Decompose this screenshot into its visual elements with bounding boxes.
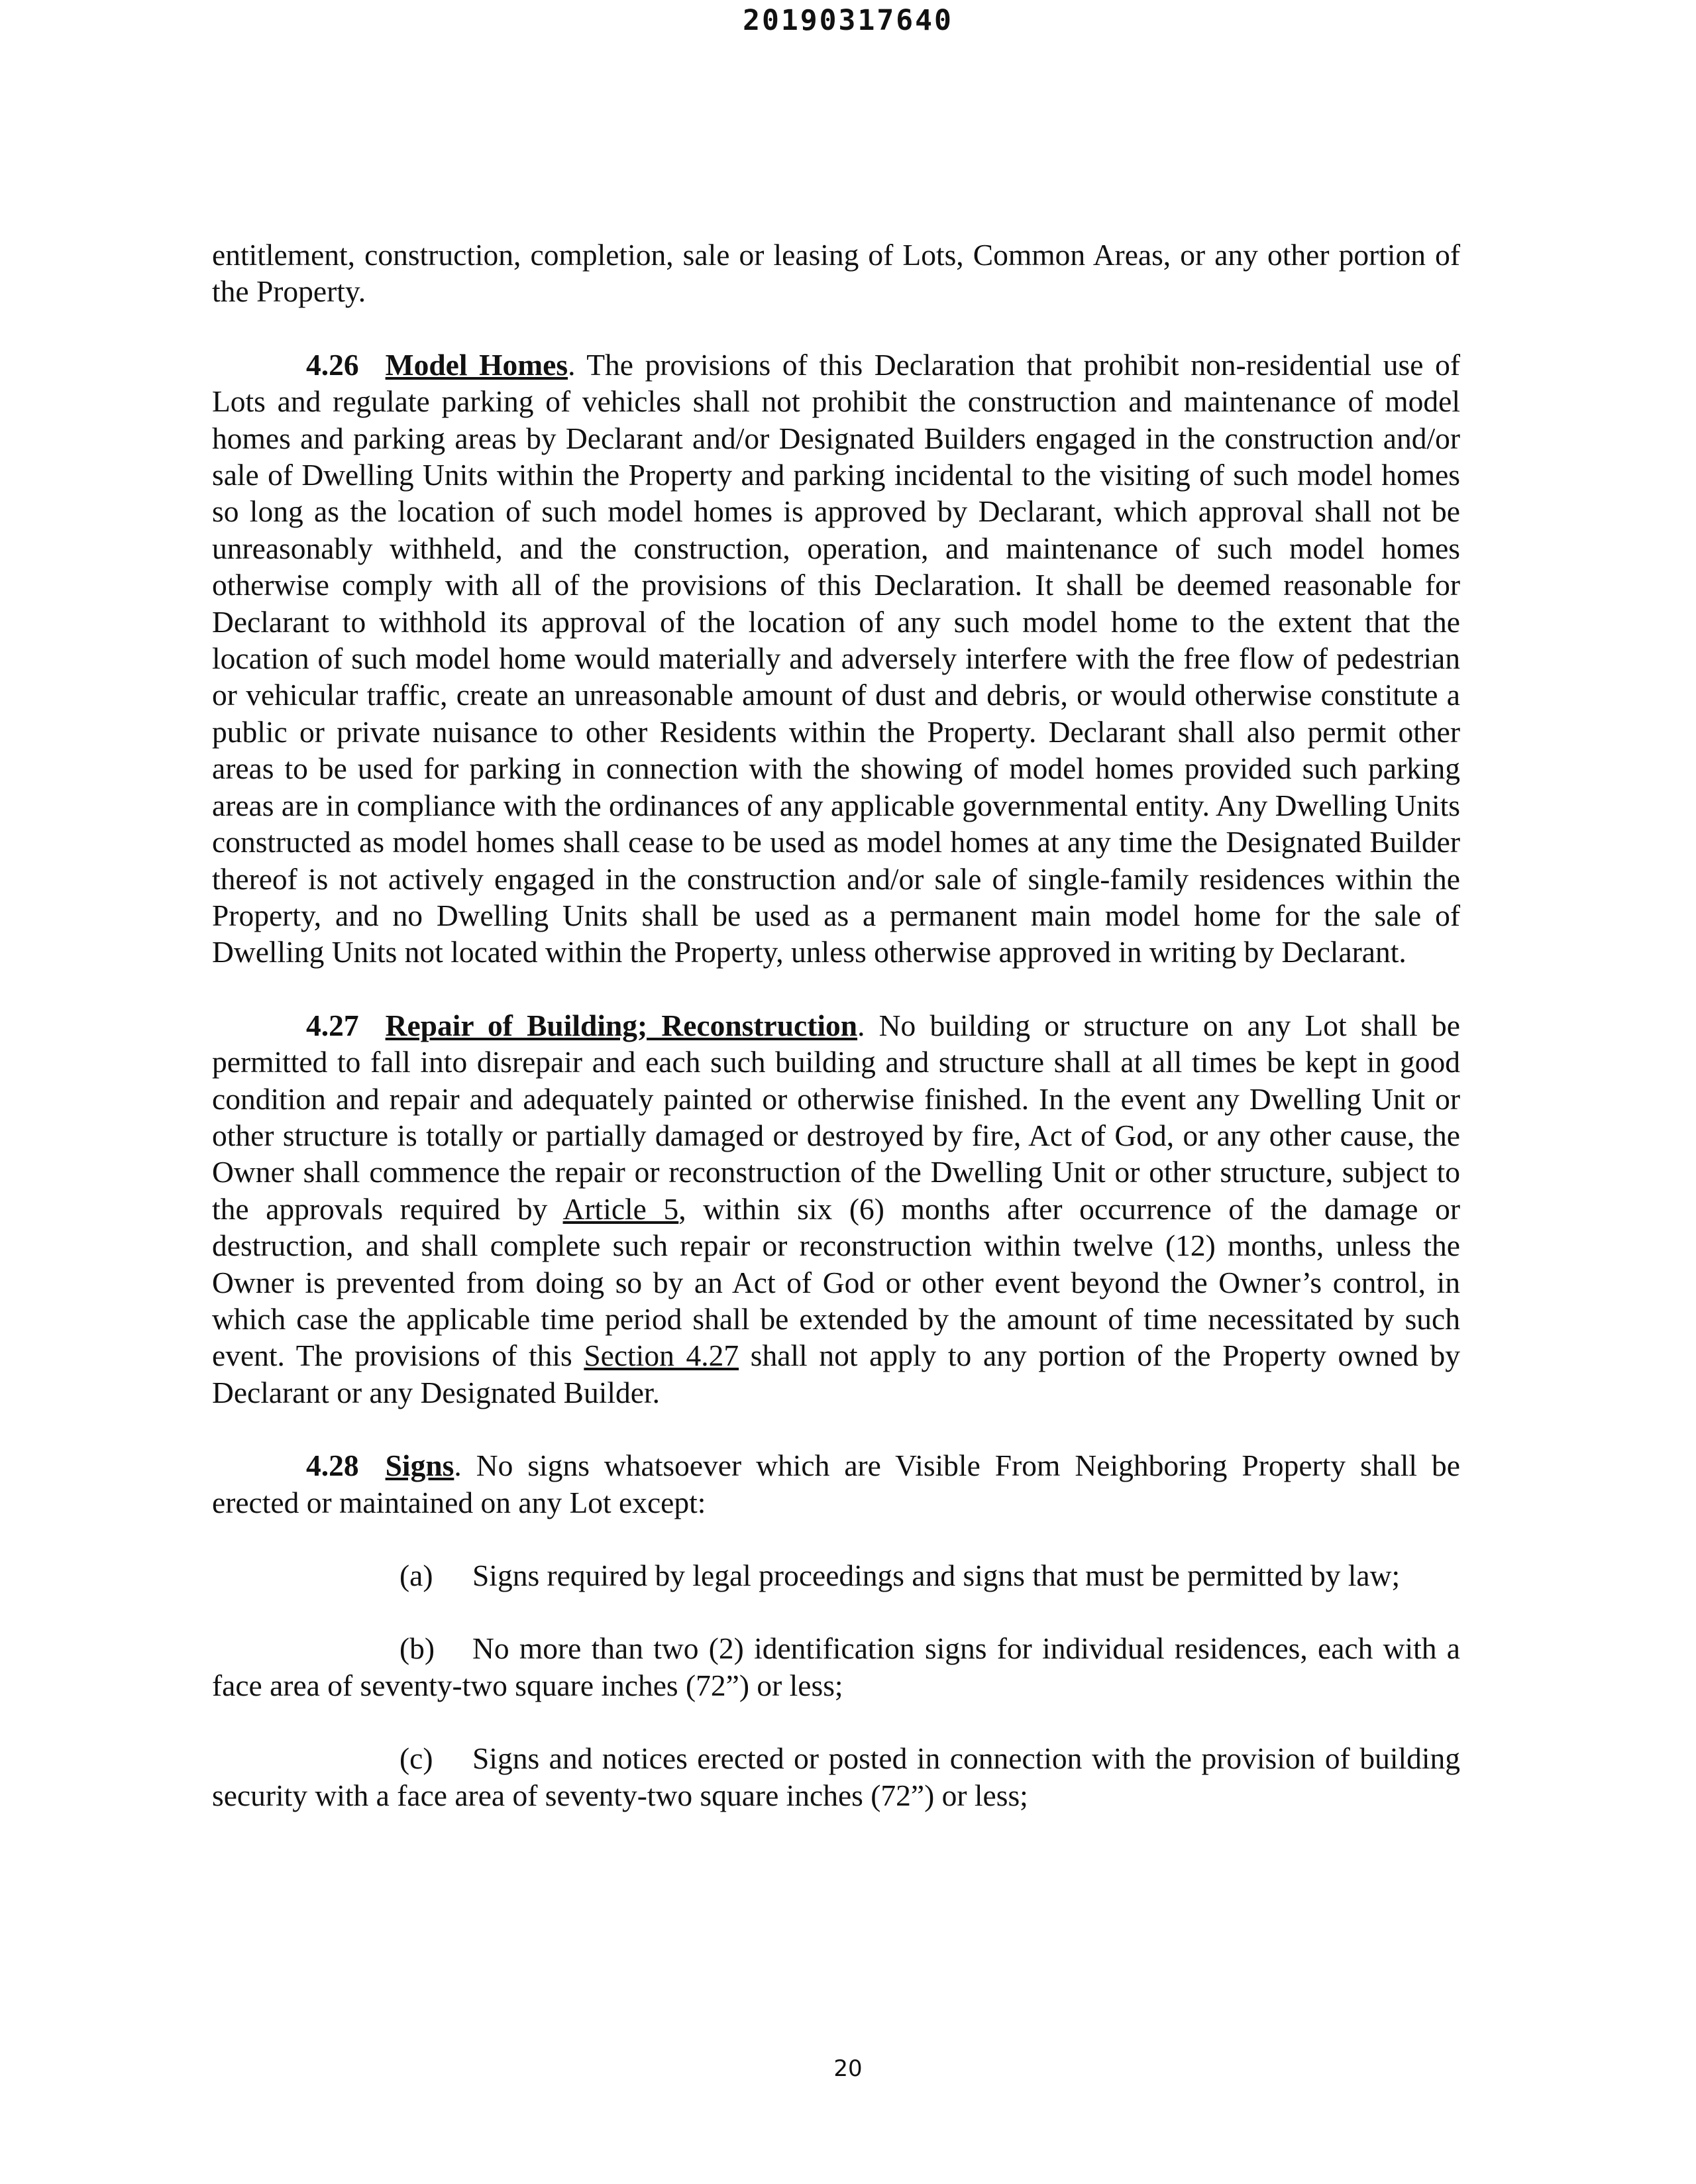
list-item-a xyxy=(212,1557,1460,1594)
list-label: (a) xyxy=(399,1558,433,1592)
section-4-26 xyxy=(212,347,1460,971)
section-4-27 xyxy=(212,1007,1460,1411)
body-text xyxy=(212,237,1460,1850)
list-label: (c) xyxy=(399,1741,433,1776)
list-text: Signs required by legal proceedings and signs that must be permitted by law; xyxy=(472,1558,1401,1592)
section-text: The provisions of this Declaration that prohibit non-residential use of Lots and regulate parking of vehicles shall not prohibit the construction and maintenance of model homes and parking areas by Declarant and/or Designated Builders engaged in the construction and/or sale of Dwelling Units within the Property and parking incidental to the visiting of such model homes so long as the location of such model homes is approved by Declarant, which approval shall not be unreasonably withheld, and the construction, operation, and maintenance of such model homes otherwise comply with all of the provisions of this Declaration. It shall be deemed reasonable for Declarant to withhold its approval of the location of any such model home to the extent that the location of such model home would materially and adversely interfere with the free flow of pedestrian or vehicular traffic, create an unreasonable amount of dust and debris, or would otherwise constitute a public or private nuisance to other Residents within the Property. Declarant shall also permit other areas to be used for parking in connection with the showing of model homes provided such parking areas are in compliance with the ordinances of any applicable governmental entity. Any Dwelling Units constructed as model homes shall cease to be used as model homes at any time the Designated Builder thereof is not actively engaged in the construction and/or sale of single-family residences within the Property, and no Dwelling Units shall be used as a permanent main model home for the sale of Dwelling Units not located within the Property, unless otherwise approved in writing by Declarant. xyxy=(212,347,1460,969)
list-text: No more than two (2) identification signs for individual residences, each with a face area of seventy-two square inches (72”) or less; xyxy=(212,1631,1460,1702)
section-title: Repair of Building; Reconstruction xyxy=(385,1008,858,1042)
section-title: Signs xyxy=(385,1448,454,1483)
intro-paragraph: entitlement, construction, completion, sale or leasing of Lots, Common Areas, or any other portion of the Property. xyxy=(212,238,1460,309)
section-title-punct: . xyxy=(454,1448,462,1483)
section-text: No signs whatsoever which are Visible From Neighboring Property shall be erected or maintained on any Lot except: xyxy=(212,1448,1460,1519)
article-5-reference: Article 5 xyxy=(562,1191,679,1226)
section-title: Model Homes xyxy=(385,347,568,382)
list-text: Signs and notices erected or posted in connection with the provision of building security with a face area of seventy-two square inches (72”) or less; xyxy=(212,1741,1460,1812)
page-number: 20 xyxy=(833,2055,863,2082)
section-4-28 xyxy=(212,1447,1460,1521)
section-number: 4.28 xyxy=(306,1448,359,1483)
section-text: No building or structure on any Lot shall be permitted to fall into disrepair and each such building and structure shall at all times be kept in good condition and repair and adequately painted or otherwise finished. In the event any Dwelling Unit or other structure is totally or partially damaged or destroyed by fire, Act of God, or any other cause, the Owner shall commence the repair or reconstruction of the Dwelling Unit or other structure, subject to the approvals required by xyxy=(212,1008,1460,1226)
list-item-b xyxy=(212,1630,1460,1704)
section-number: 4.26 xyxy=(306,347,359,382)
document-number: 20190317640 xyxy=(743,4,953,37)
list-label: (b) xyxy=(399,1631,435,1666)
section-4-27-reference: Section 4.27 xyxy=(584,1338,739,1373)
list-item-c xyxy=(212,1740,1460,1814)
section-text: shall not apply to any portion of the Property owned by Declarant or any Designated Builder. xyxy=(212,1338,1460,1409)
section-title-punct: . xyxy=(857,1008,865,1042)
section-number: 4.27 xyxy=(306,1008,359,1042)
section-title-punct: . xyxy=(568,347,576,382)
section-text: , within six (6) months after occurrence of the damage or destruction, and shall complete such repair or reconstruction within twelve (12) months, unless the Owner is prevented from doing so by an Act of God or other event beyond the Owner’s control, in which case the applicable time period shall be extended by the amount of time necessitated by such event. The provisions of this xyxy=(212,1191,1460,1373)
